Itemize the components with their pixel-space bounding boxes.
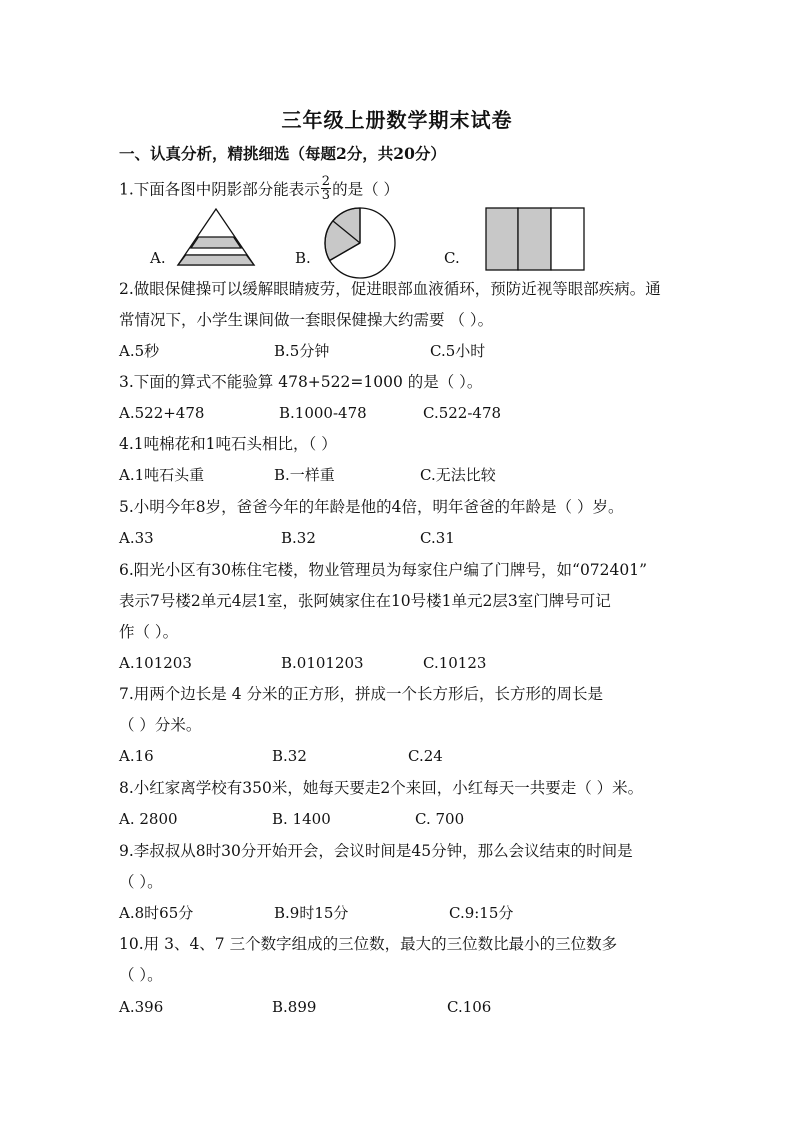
q4-option-a: A.1吨石头重 xyxy=(119,466,205,484)
question-10-line-1: 10.用 3、4、7 三个数字组成的三位数，最大的三位数比最小的三位数多 xyxy=(119,935,618,953)
question-7-line-1: 7.用两个边长是 4 分米的正方形，拼成一个长方形后，长方形的周长是 xyxy=(119,685,604,703)
page-title: 三年级上册数学期末试卷 xyxy=(281,108,513,132)
q9-option-a: A.8时65分 xyxy=(119,904,194,922)
question-3: 3.下面的算式不能验算 478+522=1000 的是（ ）。 xyxy=(119,373,483,391)
q7-option-a: A.16 xyxy=(119,747,154,765)
rect-unshaded-part xyxy=(551,208,584,270)
q3-option-b: B.1000-478 xyxy=(279,404,367,422)
question-8: 8.小红家离学校有350米，她每天要走2个来回，小红每天一共要走（ ）米。 xyxy=(119,779,644,797)
q10-option-a: A.396 xyxy=(119,998,164,1016)
question-2-line-1: 2.做眼保健操可以缓解眼睛疲劳，促进眼部血液循环，预防近视等眼部疾病。通 xyxy=(119,280,661,298)
q7-option-b: B.32 xyxy=(272,747,307,765)
question-6-line-2: 表示7号楼2单元4层1室，张阿姨家住在10号楼1单元2层3室门牌号可记 xyxy=(119,592,611,610)
question-2-line-2: 常情况下，小学生课间做一套眼保健操大约需要 （ ）。 xyxy=(119,311,494,329)
q2-option-c: C.5小时 xyxy=(430,342,486,360)
q2-option-b: B.5分钟 xyxy=(274,342,330,360)
q8-option-c: C. 700 xyxy=(415,810,465,828)
q5-option-a: A.33 xyxy=(119,529,154,547)
fraction-denominator: 3 xyxy=(321,188,331,203)
question-9-line-1: 9.李叔叔从8时30分开始开会，会议时间是45分钟，那么会议结束的时间是 xyxy=(119,842,633,860)
q3-option-a: A.522+478 xyxy=(119,404,205,422)
triangle-shaded-band-upper xyxy=(191,237,241,248)
q1-option-b-label: B. xyxy=(295,249,311,267)
q6-option-c: C.10123 xyxy=(423,654,487,672)
question-7-line-2: （ ）分米。 xyxy=(119,716,202,734)
q8-option-b: B. 1400 xyxy=(272,810,331,828)
question-1-suffix: 的是（ ） xyxy=(332,180,400,199)
triangle-shaded-band-lower xyxy=(178,255,254,265)
q3-option-c: C.522-478 xyxy=(423,404,502,422)
q4-option-b: B.一样重 xyxy=(274,466,335,484)
question-6-line-1: 6.阳光小区有30栋住宅楼，物业管理员为每家住户编了门牌号，如“072401” xyxy=(119,561,648,579)
rect-shaded-part-1 xyxy=(486,208,518,270)
q7-option-c: C.24 xyxy=(408,747,443,765)
q6-option-b: B.0101203 xyxy=(281,654,364,672)
question-4: 4.1吨棉花和1吨石头相比，（ ） xyxy=(119,435,337,453)
triangle-figure xyxy=(176,207,256,267)
section-heading-1: 一、认真分析，精挑细选（每题2分，共20分） xyxy=(119,144,446,163)
fraction-numerator: 2 xyxy=(321,174,331,189)
q1-option-a-label: A. xyxy=(150,249,166,267)
q4-option-c: C.无法比较 xyxy=(420,466,496,484)
circle-figure xyxy=(323,206,397,280)
q5-option-c: C.31 xyxy=(420,529,455,547)
question-1 xyxy=(119,174,400,204)
rectangle-figure xyxy=(485,207,585,271)
question-6-line-3: 作（ ）。 xyxy=(119,623,179,641)
q2-option-a: A.5秒 xyxy=(119,342,160,360)
question-5: 5.小明今年8岁，爸爸今年的年龄是他的4倍，明年爸爸的年龄是（ ）岁。 xyxy=(119,498,624,516)
q9-option-b: B.9时15分 xyxy=(274,904,349,922)
q6-option-a: A.101203 xyxy=(119,654,192,672)
q8-option-a: A. 2800 xyxy=(119,810,178,828)
q9-option-c: C.9:15分 xyxy=(449,904,514,922)
fraction-two-thirds xyxy=(321,175,331,202)
q10-option-c: C.106 xyxy=(447,998,492,1016)
q10-option-b: B.899 xyxy=(272,998,317,1016)
question-1-prefix: 1.下面各图中阴影部分能表示 xyxy=(119,180,320,199)
q5-option-b: B.32 xyxy=(281,529,316,547)
question-10-line-2: （ ）。 xyxy=(119,966,163,984)
q1-option-c-label: C. xyxy=(444,249,460,267)
question-9-line-2: （ ）。 xyxy=(119,873,163,891)
rect-shaded-part-2 xyxy=(518,208,551,270)
